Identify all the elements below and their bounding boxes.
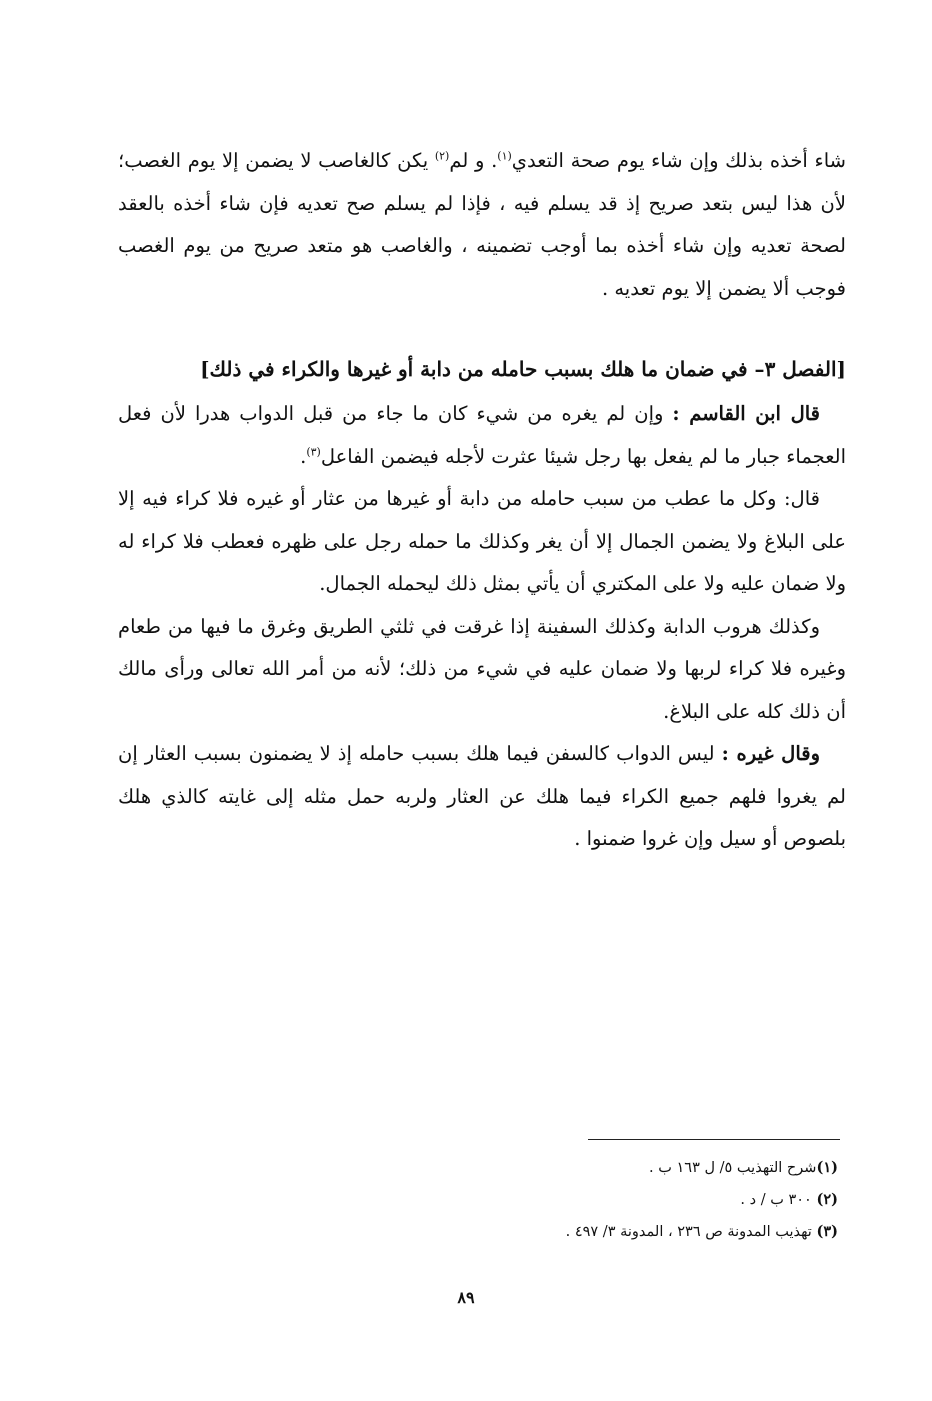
paragraph-boat: وكذلك هروب الدابة وكذلك السفينة إذا غرقت في ثلثي الطريق وغرق ما فيها من طعام وغيره فلا كراء لربها ولا ضمان عليه في شيء من ذلك؛ لأنه من أمر الله تعالى ورأى مالك أن ذلك كله على البلاغ. [118,614,846,723]
footnote-divider [588,1139,840,1140]
paragraph-end: . [300,444,307,468]
footnote-number: (٢) [816,1191,838,1208]
page-number: ٨٩ [457,1288,475,1307]
footnote-ref-1: (١) [497,149,512,163]
speaker-label-ibn-alqasim: قال ابن القاسم : [672,402,821,425]
footnote-1 [300,1152,838,1184]
footnote-text: ٣٠٠ ب / د . [740,1192,817,1208]
footnote-text: تهذيب المدونة ص ٢٣٦ ، المدونة ٣/ ٤٩٧ . [565,1224,817,1240]
opening-paragraph [118,140,846,310]
opening-text-part-2: . و لم [449,149,498,172]
section-heading: [الفصل ٣– في ضمان ما هلك بسبب حامله من دابة أو غيرها والكراء في ذلك] [200,357,846,381]
section-body [118,393,846,861]
footnotes [300,1152,838,1248]
paragraph-ibn-alqasim [118,393,846,478]
paragraph-qala: قال: وكل ما عطب من سبب حامله من دابة أو غيرها من عثار أو غيره فلا كراء فيه إلا على البلاغ ولا يضمن الجمال إلا أن يغر وكذلك ما حمله رجل على ظهره فعطب فلا كراء له ولا ضمان عليه ولا على المكتري أن يأتي بمثل ذلك ليحمله الجمال. [118,487,846,595]
footnote-ref-2: (٢) [434,149,450,163]
footnote-number: (٣) [816,1223,838,1240]
speaker-label-other: وقال غيره : [721,742,820,765]
opening-text-part-3: يكن كالغاصب لا يضمن إلا يوم الغصب؛ لأن هذا ليس بتعد صريح إذ قد يسلم فيه ، فإذا لم يسلم صح تعديه فإن شاء أخذه بالعقد لصحة تعديه وإن شاء أخذه بما أوجب تضمينه ، والغاصب هو متعد صريح من يوم الغصب فوجب ألا يضمن إلا يوم تعديه . [118,149,846,300]
paragraph-text: ليس الدواب كالسفن فيما هلك بسبب حامله إذ لا يضمنون بسبب العثار إن لم يغروا فلهم جميع الكراء فيما هلك عن العثار ولربه حمل مثله إلى غايته كالذي هلك بلصوص أو سيل وإن غروا ضمنوا . [118,742,846,850]
footnote-3 [300,1216,838,1248]
footnote-text: شرح التهذيب ٥/ ل ١٦٣ ب . [649,1160,817,1176]
footnote-2 [300,1184,838,1216]
paragraph-text: وإن لم يغره من شيء كان ما جاء من قبل الدواب هدرا لأن فعل العجماء جبار ما لم يفعل بها رجل شيئا عثرت لأجله فيضمن الفاعل [118,402,846,468]
footnote-number: (١) [816,1159,838,1176]
paragraph-other-opinion [118,733,846,861]
footnote-ref-3: (٣) [306,445,321,458]
opening-text-part-1: شاء أخذه بذلك وإن شاء يوم صحة التعدي [511,149,846,172]
